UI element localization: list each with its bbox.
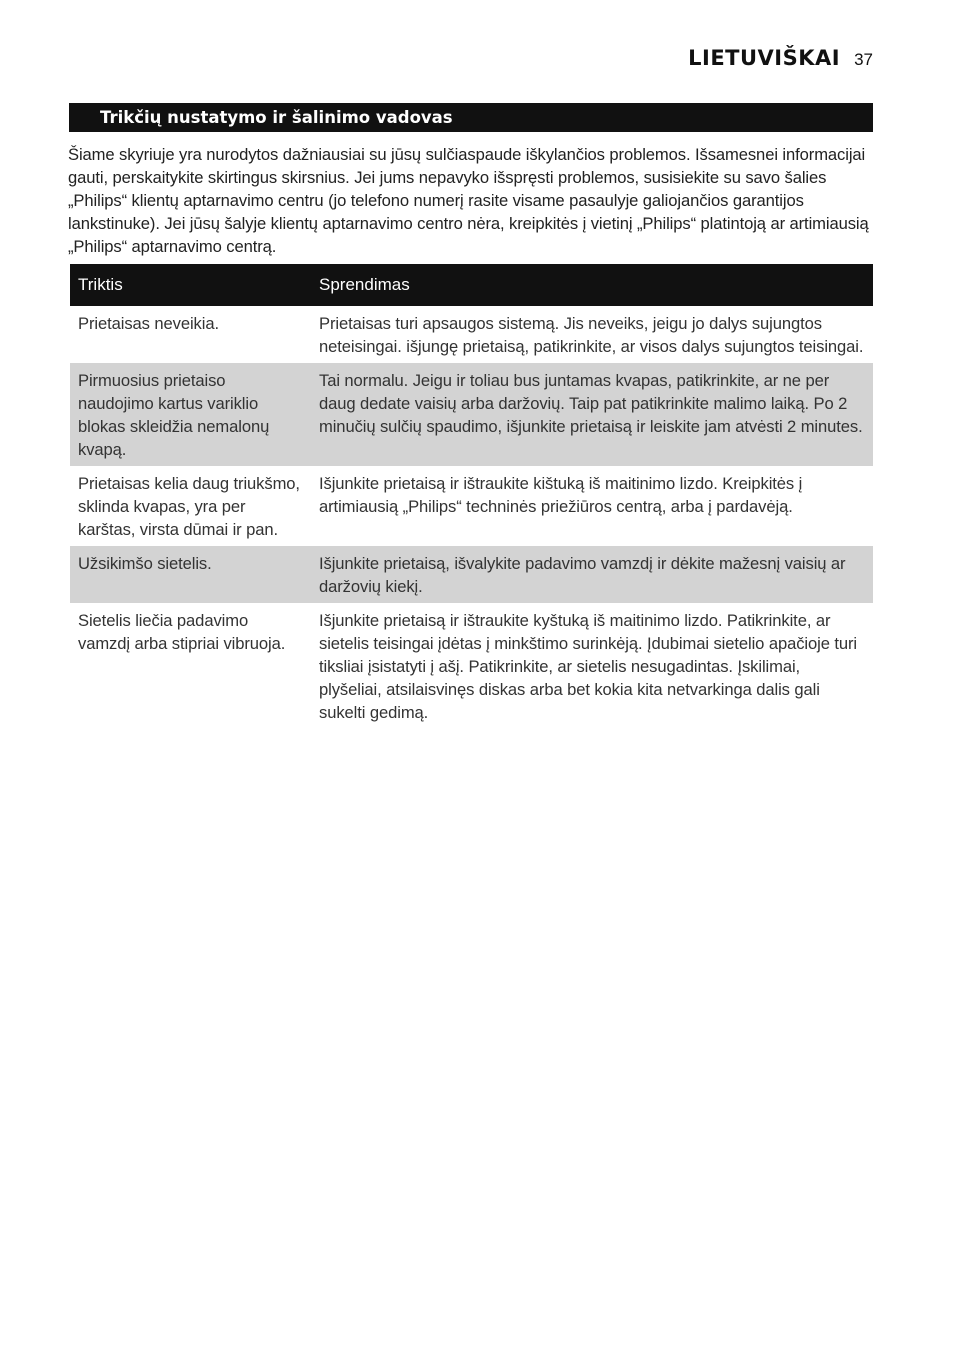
table-header-row [70, 264, 873, 306]
problem-cell: Prietaisas kelia daug triukšmo, sklinda kvapas, yra per karštas, virsta dūmai ir pan. [78, 474, 300, 539]
table-row [70, 603, 873, 729]
solution-cell: Išjunkite prietaisą ir ištraukite kyštuką iš maitinimo lizdo. Patikrinkite, ar sietelis teisingai įdėtas į minkštimo surinkėją. Įdubimai sietelio apačioje turi tiksliai įsistatyti į ašį. Patikrinkite, ar sietelis nesugadintas. Įskilimai, plyšeliai, atsilaisvinęs diskas arba bet kokia kita netvarkinga dalis gali sukelti gedimą. [319, 611, 857, 722]
intro-paragraph: Šiame skyriuje yra nurodytos dažniausiai su jūsų sulčiaspaude iškylančios problemos. Išsamesnei informacijai gauti, perskaitykite skirtingus skirsnius. Jei jums nepavyko išspręsti problemos, susisiekite su savo šalies „Philips“ klientų aptarnavimo centru (jo telefono numerį rasite visame pasaulyje galiojančios garantijos lankstinuke). Jei jūsų šalyje klientų aptarnavimo centro nėra, kreipkitės į vietinį „Philips“ platintoją ar artimiausią „Philips“ aptarnavimo centrą. [68, 145, 869, 256]
section-heading-bar [69, 103, 873, 132]
page-number: 37 [854, 50, 873, 69]
problem-cell: Pirmuosius prietaiso naudojimo kartus variklio blokas skleidžia nemalonų kvapą. [70, 363, 311, 466]
table-row [70, 546, 873, 603]
page-header [688, 46, 873, 70]
solution-cell: Tai normalu. Jeigu ir toliau bus juntamas kvapas, patikrinkite, ar ne per daug dedate vaisių arba daržovių. Taip pat patikrinkite malimo laiką. Po 2 minučių sulčių spaudimo, išjunkite prietaisą ir leiskite jam atvėsti 2 minutes. [311, 363, 873, 466]
troubleshooting-table [70, 264, 873, 729]
language-title: LIETUVIŠKAI [688, 46, 841, 70]
solution-cell: Išjunkite prietaisą, išvalykite padavimo vamzdį ir dėkite mažesnį vaisių ar daržovių kiekį. [311, 546, 873, 603]
column-header-problem: Triktis [70, 264, 311, 306]
table-row [70, 466, 873, 546]
table-row [70, 306, 873, 363]
solution-cell: Prietaisas turi apsaugos sistemą. Jis neveiks, jeigu jo dalys sujungtos neteisingai. išjungę prietaisą, patikrinkite, ar visos dalys sujungtos teisingai. [319, 314, 864, 356]
section-title: Trikčių nustatymo ir šalinimo vadovas [100, 108, 453, 127]
solution-cell: Išjunkite prietaisą ir ištraukite kištuką iš maitinimo lizdo. Kreipkitės į artimiausią „Philips“ techninės priežiūros centrą, arba į pardavėją. [319, 474, 803, 516]
problem-cell: Užsikimšo sietelis. [70, 546, 311, 603]
problem-cell: Prietaisas neveikia. [78, 314, 219, 333]
table-row [70, 363, 873, 466]
problem-cell: Sietelis liečia padavimo vamzdį arba stipriai vibruoja. [78, 611, 286, 653]
column-header-solution: Sprendimas [311, 264, 873, 306]
